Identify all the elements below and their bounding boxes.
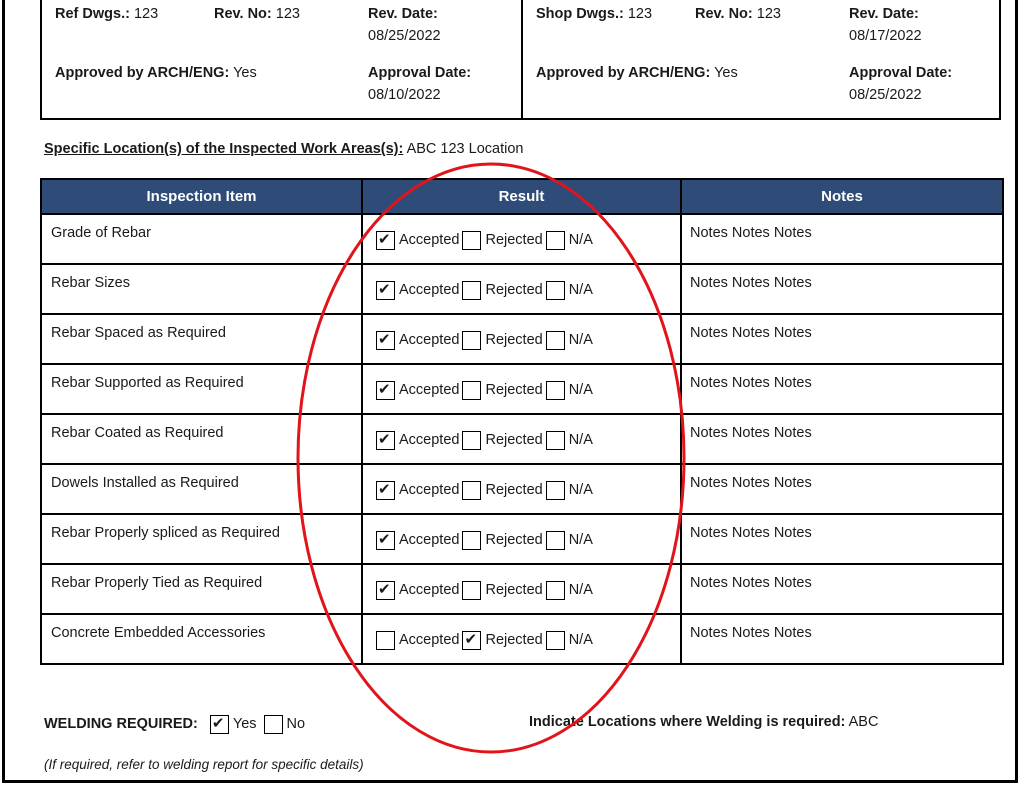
- inspection-item-cell: [41, 364, 362, 414]
- option-label: Accepted: [399, 481, 460, 498]
- option-label: Accepted: [399, 581, 460, 598]
- checkbox[interactable]: [376, 631, 395, 650]
- checkbox[interactable]: [462, 481, 481, 500]
- notes-text: Notes Notes Notes: [690, 375, 812, 391]
- result-option-rejected[interactable]: [462, 480, 542, 499]
- rev-no-field: Rev. No: 123: [214, 6, 300, 22]
- checkbox[interactable]: [546, 631, 565, 650]
- option-label: Accepted: [399, 331, 460, 348]
- option-label: N/A: [568, 631, 593, 648]
- result-option-rejected[interactable]: [462, 530, 542, 549]
- option-label: N/A: [568, 281, 593, 298]
- shop-dwgs-field: Shop Dwgs.: 123: [536, 6, 653, 22]
- result-option-accepted[interactable]: [376, 580, 459, 599]
- checkbox[interactable]: [462, 631, 481, 650]
- checkbox[interactable]: [546, 431, 565, 450]
- result-cell: [362, 364, 681, 414]
- notes-cell: [681, 214, 1003, 264]
- checkbox[interactable]: [376, 581, 395, 600]
- notes-cell: [681, 264, 1003, 314]
- table-row: [41, 314, 1003, 364]
- option-label: Rejected: [485, 281, 543, 298]
- result-option-rejected[interactable]: [462, 280, 542, 299]
- inspection-item-text: Grade of Rebar: [51, 225, 151, 241]
- checkbox[interactable]: [546, 381, 565, 400]
- ref-dwgs-field: Ref Dwgs.: 123: [55, 6, 159, 22]
- result-option-na[interactable]: [546, 330, 593, 349]
- notes-cell: [681, 314, 1003, 364]
- table-row: [41, 214, 1003, 264]
- inspection-item-cell: [41, 564, 362, 614]
- rev-date-label: Rev. Date:: [368, 6, 438, 22]
- welding-locations-value: ABC: [848, 714, 879, 730]
- option-label: Rejected: [485, 581, 543, 598]
- header-inspection-item: Inspection Item: [41, 179, 362, 214]
- notes-cell: [681, 364, 1003, 414]
- notes-text: Notes Notes Notes: [690, 425, 812, 441]
- notes-cell: [681, 514, 1003, 564]
- result-cell: [362, 214, 681, 264]
- approval-date-value: 08/10/2022: [368, 87, 441, 103]
- result-option-rejected[interactable]: [462, 380, 542, 399]
- result-option-accepted[interactable]: [376, 330, 459, 349]
- inspection-item-cell: [41, 514, 362, 564]
- option-label: N/A: [568, 431, 593, 448]
- option-label: Accepted: [399, 631, 460, 648]
- result-cell: [362, 514, 681, 564]
- inspection-item-cell: [41, 314, 362, 364]
- inspection-item-text: Rebar Sizes: [51, 275, 130, 291]
- result-option-na[interactable]: [546, 430, 593, 449]
- checkbox[interactable]: [462, 581, 481, 600]
- checkbox[interactable]: [546, 281, 565, 300]
- rev-date-value: 08/25/2022: [368, 28, 441, 44]
- notes-text: Notes Notes Notes: [690, 475, 812, 491]
- inspection-item-cell: [41, 264, 362, 314]
- table-row: [41, 514, 1003, 564]
- notes-text: Notes Notes Notes: [690, 275, 812, 291]
- checkbox[interactable]: [376, 481, 395, 500]
- checkbox[interactable]: [462, 231, 481, 250]
- checkbox[interactable]: [376, 381, 395, 400]
- option-label: Accepted: [399, 381, 460, 398]
- approval-date-label: Approval Date:: [368, 65, 472, 81]
- result-option-na[interactable]: [546, 280, 593, 299]
- approved-field: Approved by ARCH/ENG: Yes: [55, 65, 257, 81]
- location-value: ABC 123 Location: [406, 141, 524, 157]
- welding-required: [44, 714, 308, 733]
- option-label: N/A: [568, 581, 593, 598]
- result-option-accepted[interactable]: [376, 280, 459, 299]
- result-option-na[interactable]: [546, 380, 593, 399]
- option-label: Rejected: [485, 431, 543, 448]
- notes-text: Notes Notes Notes: [690, 575, 812, 591]
- rev-date-label: Rev. Date:: [849, 6, 919, 22]
- welding-no-label: No: [286, 715, 306, 732]
- table-row: [41, 464, 1003, 514]
- result-option-rejected[interactable]: [462, 630, 542, 649]
- result-option-accepted[interactable]: [376, 530, 459, 549]
- result-cell: [362, 564, 681, 614]
- result-cell: [362, 314, 681, 364]
- option-label: Accepted: [399, 431, 460, 448]
- result-option-rejected[interactable]: [462, 330, 542, 349]
- location-label: Specific Location(s) of the Inspected Work Areas(s):: [44, 141, 404, 157]
- result-option-na[interactable]: [546, 580, 593, 599]
- result-option-rejected[interactable]: [462, 230, 542, 249]
- table-row: [41, 364, 1003, 414]
- table-row: [41, 614, 1003, 664]
- result-cell: [362, 414, 681, 464]
- result-option-accepted[interactable]: [376, 230, 459, 249]
- option-label: Rejected: [485, 331, 543, 348]
- inspection-item-text: Dowels Installed as Required: [51, 475, 239, 491]
- welding-locations: [529, 714, 878, 730]
- table-header-row: [41, 179, 1003, 214]
- approved-field: Approved by ARCH/ENG: Yes: [536, 65, 738, 81]
- notes-cell: [681, 414, 1003, 464]
- header-left-box: [40, 0, 523, 120]
- option-label: Rejected: [485, 531, 543, 548]
- checkbox[interactable]: [462, 531, 481, 550]
- location-line: [44, 141, 523, 157]
- checkbox[interactable]: [462, 381, 481, 400]
- checkbox[interactable]: [376, 331, 395, 350]
- option-label: N/A: [568, 381, 593, 398]
- result-cell: [362, 264, 681, 314]
- notes-text: Notes Notes Notes: [690, 325, 812, 341]
- checkbox[interactable]: [546, 331, 565, 350]
- inspection-item-text: Rebar Coated as Required: [51, 425, 224, 441]
- checkbox[interactable]: [462, 281, 481, 300]
- table-row: [41, 264, 1003, 314]
- inspection-item-text: Rebar Supported as Required: [51, 375, 244, 391]
- header-right-box: [521, 0, 1001, 120]
- result-option-accepted[interactable]: [376, 380, 459, 399]
- approval-date-label: Approval Date:: [849, 65, 953, 81]
- notes-text: Notes Notes Notes: [690, 525, 812, 541]
- checkbox[interactable]: [376, 281, 395, 300]
- notes-text: Notes Notes Notes: [690, 625, 812, 641]
- inspection-item-cell: [41, 614, 362, 664]
- inspection-item-cell: [41, 414, 362, 464]
- inspection-item-cell: [41, 464, 362, 514]
- rev-date-value: 08/17/2022: [849, 28, 922, 44]
- welding-yes-checkbox[interactable]: [210, 715, 229, 734]
- option-label: Accepted: [399, 281, 460, 298]
- header-notes: Notes: [681, 179, 1003, 214]
- option-label: Rejected: [485, 481, 543, 498]
- checkbox[interactable]: [376, 531, 395, 550]
- notes-cell: [681, 614, 1003, 664]
- checkbox[interactable]: [376, 431, 395, 450]
- welding-note: (If required, refer to welding report for specific details): [44, 757, 364, 772]
- result-cell: [362, 464, 681, 514]
- checkbox[interactable]: [546, 481, 565, 500]
- option-label: Accepted: [399, 231, 460, 248]
- rev-no-field: Rev. No: 123: [695, 6, 781, 22]
- option-label: Rejected: [485, 231, 543, 248]
- notes-cell: [681, 564, 1003, 614]
- result-option-accepted[interactable]: [376, 430, 459, 449]
- welding-locations-label: Indicate Locations where Welding is required:: [529, 714, 846, 730]
- checkbox[interactable]: [546, 231, 565, 250]
- welding-no-option[interactable]: [264, 714, 306, 733]
- option-label: N/A: [568, 481, 593, 498]
- inspection-item-text: Rebar Properly Tied as Required: [51, 575, 263, 591]
- checkbox[interactable]: [546, 531, 565, 550]
- option-label: N/A: [568, 331, 593, 348]
- option-label: Rejected: [485, 631, 543, 648]
- inspection-item-text: Rebar Spaced as Required: [51, 325, 226, 341]
- inspection-item-text: Concrete Embedded Accessories: [51, 625, 266, 641]
- result-option-accepted[interactable]: [376, 480, 459, 499]
- notes-cell: [681, 464, 1003, 514]
- approval-date-value: 08/25/2022: [849, 87, 922, 103]
- checkbox[interactable]: [462, 331, 481, 350]
- option-label: Rejected: [485, 381, 543, 398]
- result-option-rejected[interactable]: [462, 580, 542, 599]
- inspection-item-cell: [41, 214, 362, 264]
- checkbox[interactable]: [546, 581, 565, 600]
- header-result: Result: [362, 179, 681, 214]
- option-label: N/A: [568, 231, 593, 248]
- result-option-na[interactable]: [546, 630, 593, 649]
- result-cell: [362, 614, 681, 664]
- welding-no-checkbox[interactable]: [264, 715, 283, 734]
- option-label: N/A: [568, 531, 593, 548]
- checkbox[interactable]: [462, 431, 481, 450]
- inspection-table: [40, 178, 1004, 665]
- result-option-accepted[interactable]: [376, 630, 459, 649]
- notes-text: Notes Notes Notes: [690, 225, 812, 241]
- welding-label: WELDING REQUIRED:: [44, 715, 198, 732]
- checkbox[interactable]: [376, 231, 395, 250]
- result-option-na[interactable]: [546, 480, 593, 499]
- welding-yes-option[interactable]: [210, 714, 257, 733]
- table-row: [41, 414, 1003, 464]
- table-row: [41, 564, 1003, 614]
- result-option-na[interactable]: [546, 230, 593, 249]
- welding-yes-label: Yes: [232, 715, 257, 732]
- inspection-item-text: Rebar Properly spliced as Required: [51, 525, 280, 541]
- result-option-na[interactable]: [546, 530, 593, 549]
- option-label: Accepted: [399, 531, 460, 548]
- result-option-rejected[interactable]: [462, 430, 542, 449]
